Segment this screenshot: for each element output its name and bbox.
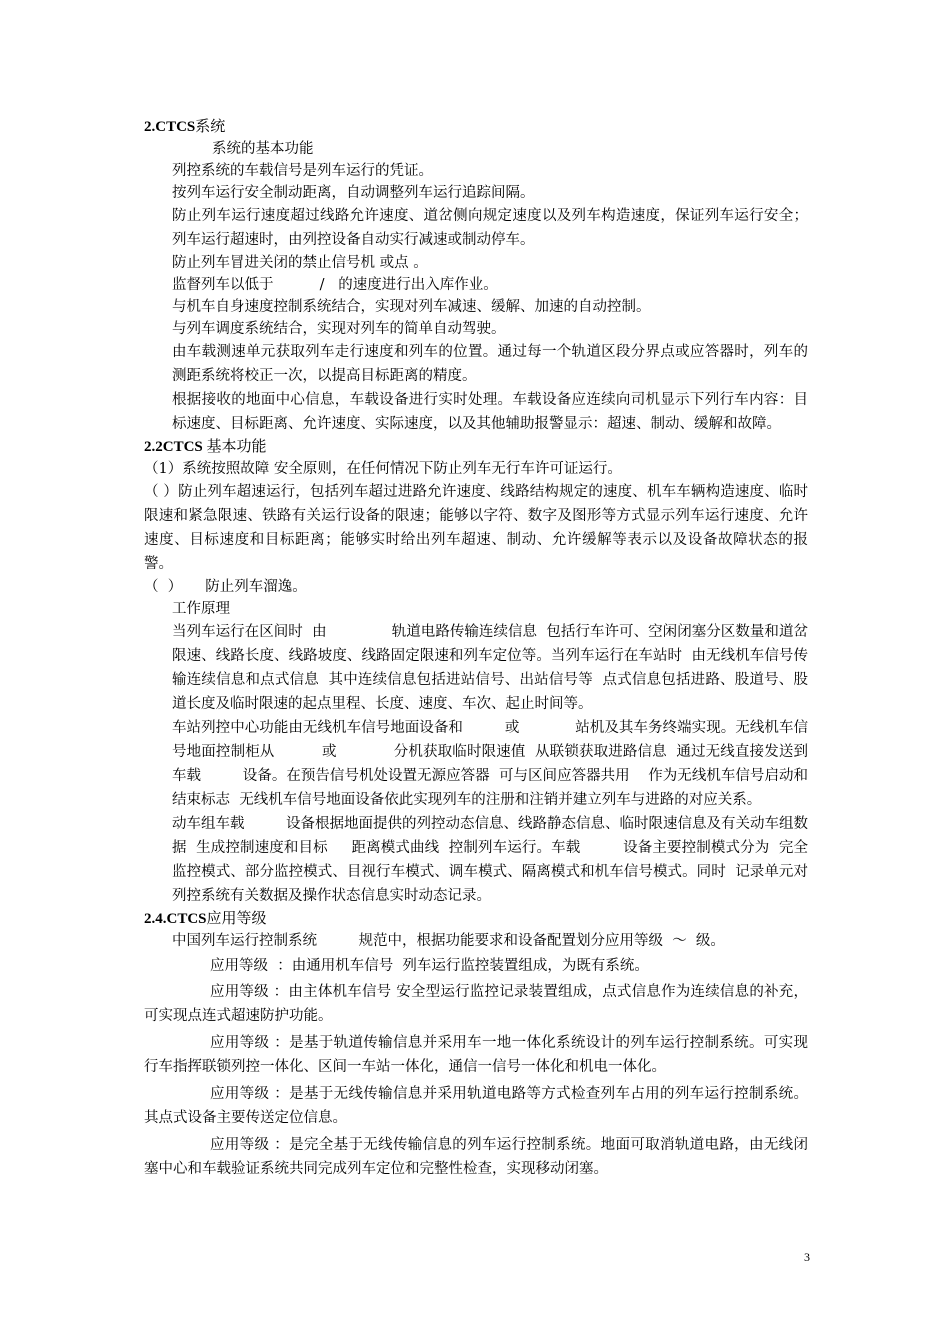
function-line: 按列车运行安全制动距离，自动调整列车运行追踪间隔。 [172, 185, 535, 201]
list-item: （ ）防止列车超速运行，包括列车超过进路允许速度、线路结构规定的速度、机车车辆构造速度、临时限速和紧急限速、铁路有关运行设备的限速；能够以字符、数字及图形等方式显示列车运行速度、允许速度、目标速度和目标距离；能够实时给出列车超速、制动、允许缓解等表示以及设备故障状态的报警。 [144, 484, 808, 572]
function-paragraph-measure: 由车载测速单元获取列车走行速度和列车的位置。通过每一个轨道区段分界点或应答器时，列车的测距系统将校正一次，以提高目标距离的精度。 [172, 344, 808, 384]
level-2-paragraph: 应用等级 ：是基于轨道传输信息并采用车一地一体化系统设计的列车运行控制系统。可实现行车指挥联锁列控一体化、区间一车站一体化，通信一信号一体化和机电一体化。 [144, 1035, 808, 1075]
section-heading-2-4 [144, 908, 808, 930]
function-line: 与列车调度系统结合，实现对列车的简单自动驾驶。 [172, 321, 506, 337]
function-line: 列控系统的车载信号是列车运行的凭证。 [172, 163, 433, 179]
level-1-paragraph: 应用等级 ：由主体机车信号 安全型运行监控记录装置组成，点式信息作为连续信息的补充，可实现点连式超速防护功能。 [144, 984, 808, 1024]
list-item: （ ） 防止列车溜逸。 [144, 579, 307, 595]
level-4-paragraph: 应用等级 ：是完全基于无线传输信息的列车运行控制系统。地面可取消轨道电路，由无线闭塞中心和车载验证系统共同完成列车定位和完整性检查，实现移动闭塞。 [144, 1137, 808, 1177]
principle-paragraph-interval: 当列车运行在区间时 由 轨道电路传输连续信息 包括行车许可、空闲闭塞分区数量和道岔限速、线路长度、线路坡度、线路固定限速和列车定位等。当列车运行在车站时 由无线机车信号传输连续信息和点式信息 其中连续信息包括进站信号、出站信号等 点式信息包括进路、股道号、股道长度及临时限速的起点里程、长度、速度、车次、起止时间等。 [172, 624, 808, 712]
section-heading-2-number: 2.CTCS [144, 119, 196, 135]
list-item: （1）系统按照故障 安全原则，在任何情况下防止列车无行车许可证运行。 [144, 461, 622, 477]
principle-paragraph-emu: 动车组车载 设备根据地面提供的列控动态信息、线路静态信息、临时限速信息及有关动车组数据 生成控制速度和目标 距离模式曲线 控制列车运行。车载 设备主要控制模式分为 完全监控模式、部分监控模式、目视行车模式、调车模式、隔离模式和机车信号模式。同时 记录单元对列控系统有关数据及操作状态信息实时动态记录。 [172, 816, 808, 904]
function-paragraph-display: 根据接收的地面中心信息，车载设备进行实时处理。车载设备应连续向司机显示下列行车内容：目标速度、目标距离、允许速度、实际速度，以及其他辅助报警显示：超速、制动、缓解和故障。 [172, 392, 808, 432]
subheading-basic-functions: 系统的基本功能 [212, 141, 314, 157]
function-line: 监督列车以低于 / 的速度进行出入库作业。 [172, 277, 498, 293]
function-line: 与机车自身速度控制系统结合，实现对列车减速、缓解、加速的自动控制。 [172, 299, 651, 315]
section-heading-2-2-title: 基本功能 [202, 439, 267, 455]
function-line: 防止列车冒进关闭的禁止信号机 或点 。 [172, 255, 428, 271]
section-heading-2-4-number: 2.4.CTCS [144, 911, 207, 927]
subheading-working-principle: 工作原理 [172, 601, 230, 617]
section-heading-2-title: 系统 [195, 119, 226, 135]
level-3-paragraph: 应用等级 ：是基于无线传输信息并采用轨道电路等方式检查列车占用的列车运行控制系统。其点式设备主要传送定位信息。 [144, 1086, 808, 1126]
function-paragraph-speed: 防止列车运行速度超过线路允许速度、道岔侧向规定速度以及列车构造速度，保证列车运行安全；列车运行超速时，由列控设备自动实行减速或制动停车。 [172, 208, 808, 248]
section-heading-2 [144, 116, 808, 138]
page-number: 3 [804, 1250, 810, 1264]
section-heading-2-2-number: 2.2CTCS [144, 439, 203, 455]
section-heading-2-2 [144, 436, 808, 458]
level-0-line: 应用等级 ：由通用机车信号 列车运行监控装置组成，为既有系统。 [210, 958, 649, 974]
levels-intro: 中国列车运行控制系统 规范中，根据功能要求和设备配置划分应用等级 ～ 级。 [172, 933, 725, 949]
section-heading-2-4-title: 应用等级 [206, 911, 267, 927]
page-content [144, 116, 808, 1181]
principle-paragraph-station: 车站列控中心功能由无线机车信号地面设备和 或 站机及其车务终端实现。无线机车信号地面控制柜从 或 分机获取临时限速值 从联锁获取进路信息 通过无线直接发送到车载 设备。在预告信号机处设置无源应答器 可与区间应答器共用 作为无线机车信号启动和结束标志 无线机车信号地面设备依此实现列车的注册和注销并建立列车与进路的对应关系。 [172, 720, 808, 808]
